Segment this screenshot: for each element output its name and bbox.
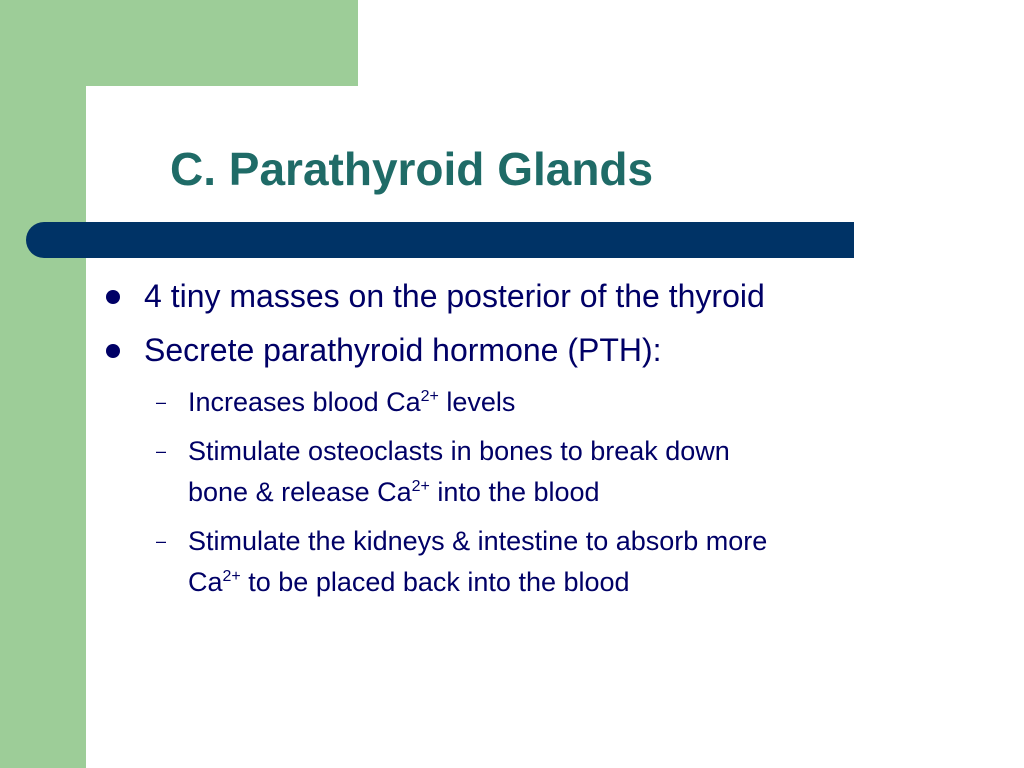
bullet-item [100, 274, 960, 318]
sub-bullet-text: Stimulate the kidneys & intestine to absorb more $Ca^{2+}$ to be placed back into the blood [188, 526, 768, 597]
sub-bullet-item [100, 382, 960, 423]
dash-icon: – [156, 392, 167, 412]
slide-title: C. Parathyroid Glands [170, 143, 654, 195]
dash-icon: – [156, 531, 167, 551]
slide-body [100, 274, 960, 611]
sub-bullet-item [100, 431, 960, 513]
dash-icon: – [156, 441, 167, 461]
superscript: 2+ [420, 388, 439, 405]
content-corner [86, 86, 166, 166]
title-underline-bar [26, 222, 854, 258]
bullet-dot-icon [106, 344, 120, 358]
bullet-item [100, 328, 960, 372]
top-green-block [86, 0, 358, 86]
bullet-text: 4 tiny masses on the posterior of the thyroid [144, 278, 765, 314]
sub-bullet-item [100, 521, 960, 603]
superscript: 2+ [411, 478, 430, 495]
superscript: 2+ [222, 568, 241, 585]
sub-bullet-text: Stimulate osteoclasts in bones to break down bone & release $Ca^{2+}$ into the blood [188, 436, 730, 507]
left-green-band [0, 0, 86, 768]
bullet-dot-icon [106, 290, 120, 304]
bullet-text: Secrete parathyroid hormone (PTH): [144, 332, 662, 368]
sub-bullet-text: Increases blood $Ca^{2+}$ levels [188, 387, 516, 417]
